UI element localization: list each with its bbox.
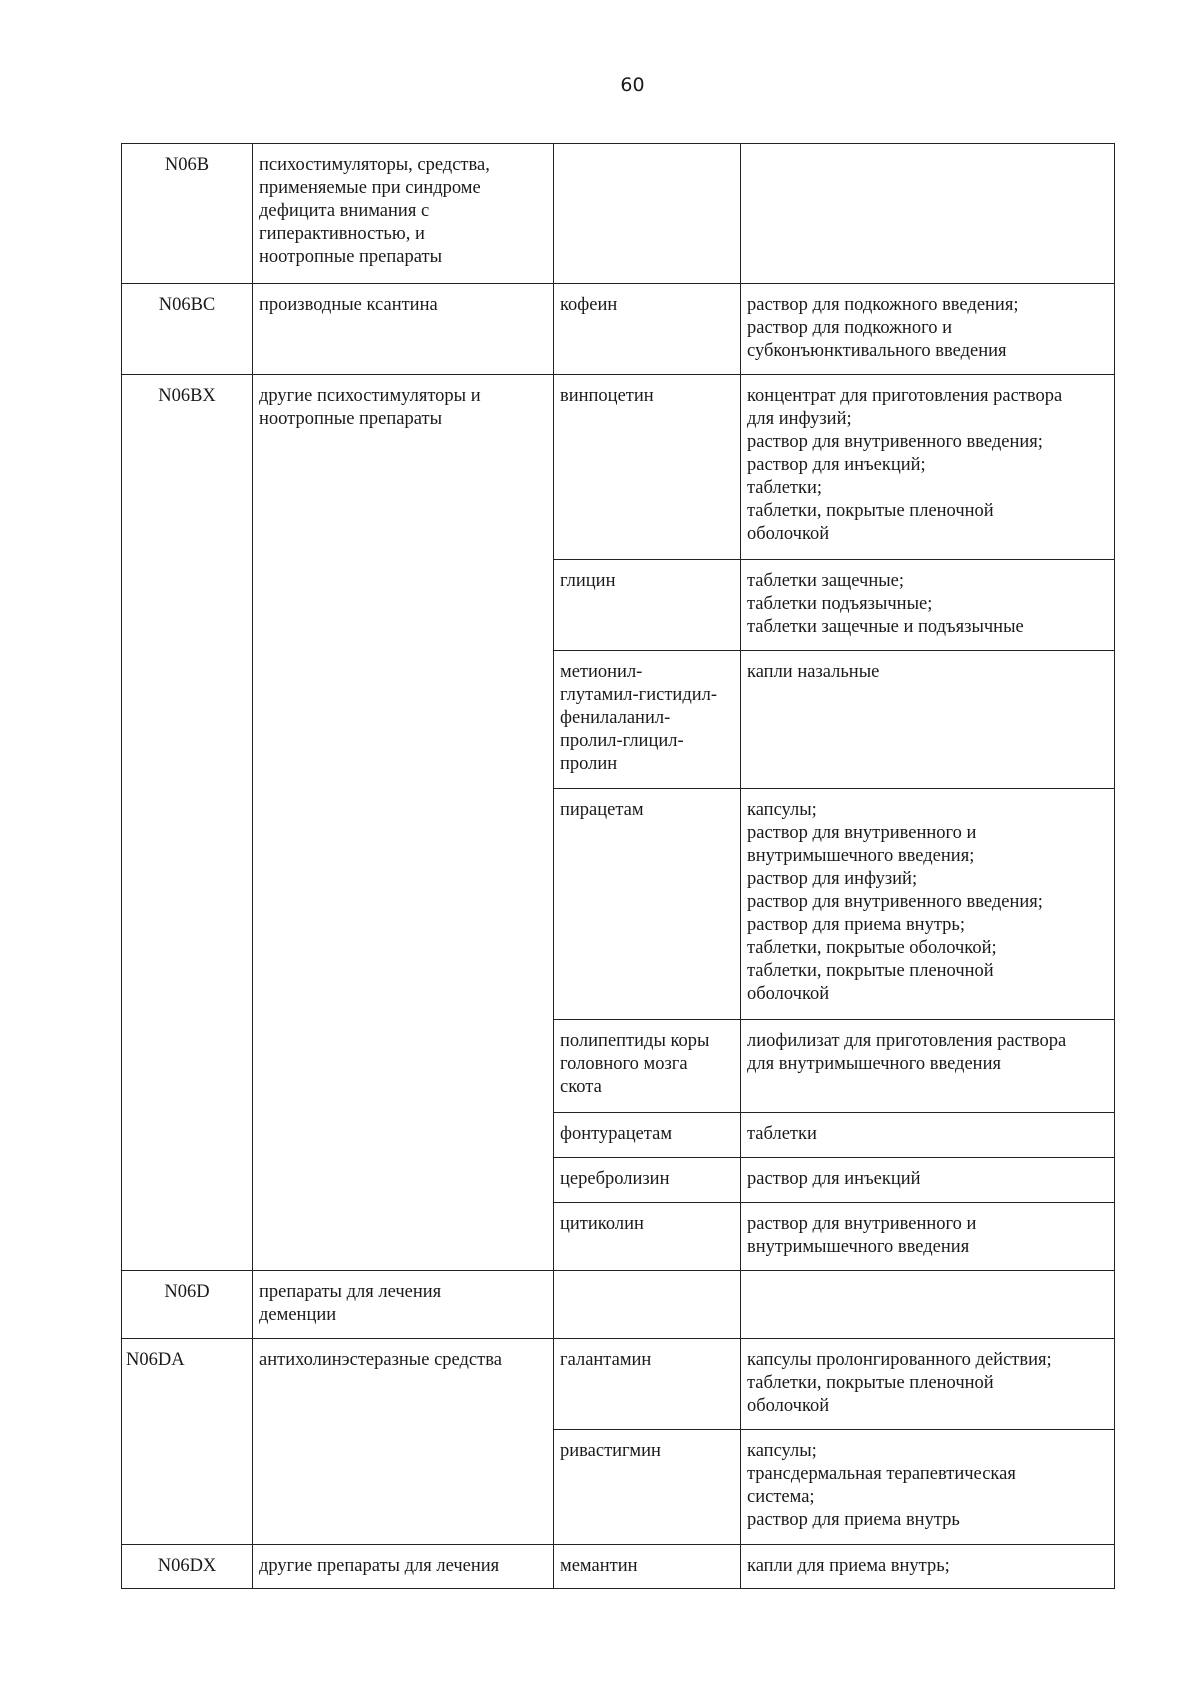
table-row: [122, 144, 1115, 284]
drug-name: церебролизин: [554, 1158, 741, 1203]
drug-name: мемантин: [554, 1545, 741, 1589]
page-number: 60: [620, 74, 645, 96]
atc-group: другие психостимуляторы и ноотропные препараты: [253, 375, 554, 1271]
table-row: [122, 1545, 1115, 1589]
dosage-form: раствор для инъекций: [741, 1158, 1115, 1203]
dosage-form: капсулы пролонгированного действия; таблетки, покрытые пленочной оболочкой: [741, 1339, 1115, 1430]
dosage-form: раствор для подкожного введения; раствор для подкожного и субконъюнктивального введения: [741, 284, 1115, 375]
dosage-form: концентрат для приготовления раствора для инфузий; раствор для внутривенного введения; раствор для инъекций; таблетки; таблетки, покрытые пленочной оболочкой: [741, 375, 1115, 560]
drug-name: винпоцетин: [554, 375, 741, 560]
atc-group: антихолинэстеразные средства: [253, 1339, 554, 1545]
drug-name: [554, 144, 741, 284]
dosage-form: [741, 144, 1115, 284]
atc-code: N06BC: [122, 284, 253, 375]
dosage-form: лиофилизат для приготовления раствора для внутримышечного введения: [741, 1020, 1115, 1113]
atc-group: производные ксантина: [253, 284, 554, 375]
drug-name: ривастигмин: [554, 1430, 741, 1545]
dosage-form: капли для приема внутрь;: [741, 1545, 1115, 1589]
atc-code: N06BX: [122, 375, 253, 1271]
drug-name: глицин: [554, 560, 741, 651]
table-row: [122, 284, 1115, 375]
dosage-form: раствор для внутривенного и внутримышечного введения: [741, 1203, 1115, 1271]
drug-name: фонтурацетам: [554, 1113, 741, 1158]
drug-name: кофеин: [554, 284, 741, 375]
drug-name: галантамин: [554, 1339, 741, 1430]
dosage-form: капли назальные: [741, 651, 1115, 789]
atc-group: другие препараты для лечения: [253, 1545, 554, 1589]
atc-code: N06B: [122, 144, 253, 284]
drug-name: полипептиды коры головного мозга скота: [554, 1020, 741, 1113]
dosage-form: [741, 1271, 1115, 1339]
dosage-form: капсулы; раствор для внутривенного и внутримышечного введения; раствор для инфузий; раствор для внутривенного введения; раствор для приема внутрь; таблетки, покрытые оболочкой; таблетки, покрытые пленочной оболочкой: [741, 789, 1115, 1020]
drug-name: пирацетам: [554, 789, 741, 1020]
atc-group: препараты для лечения деменции: [253, 1271, 554, 1339]
dosage-form: таблетки: [741, 1113, 1115, 1158]
atc-code: N06DX: [122, 1545, 253, 1589]
atc-code: N06DA: [122, 1339, 253, 1545]
dosage-form: таблетки защечные; таблетки подъязычные; таблетки защечные и подъязычные: [741, 560, 1115, 651]
drug-name: метионил- глутамил-гистидил- фенилаланил- пролил-глицил- пролин: [554, 651, 741, 789]
table-row: [122, 375, 1115, 560]
table-row: [122, 1339, 1115, 1430]
drug-classification-table: [121, 143, 1115, 1589]
atc-code: N06D: [122, 1271, 253, 1339]
atc-group: психостимуляторы, средства, применяемые при синдроме дефицита внимания с гиперактивностью, и ноотропные препараты: [253, 144, 554, 284]
drug-name: [554, 1271, 741, 1339]
dosage-form: капсулы; трансдермальная терапевтическая система; раствор для приема внутрь: [741, 1430, 1115, 1545]
table-row: [122, 1271, 1115, 1339]
drug-name: цитиколин: [554, 1203, 741, 1271]
